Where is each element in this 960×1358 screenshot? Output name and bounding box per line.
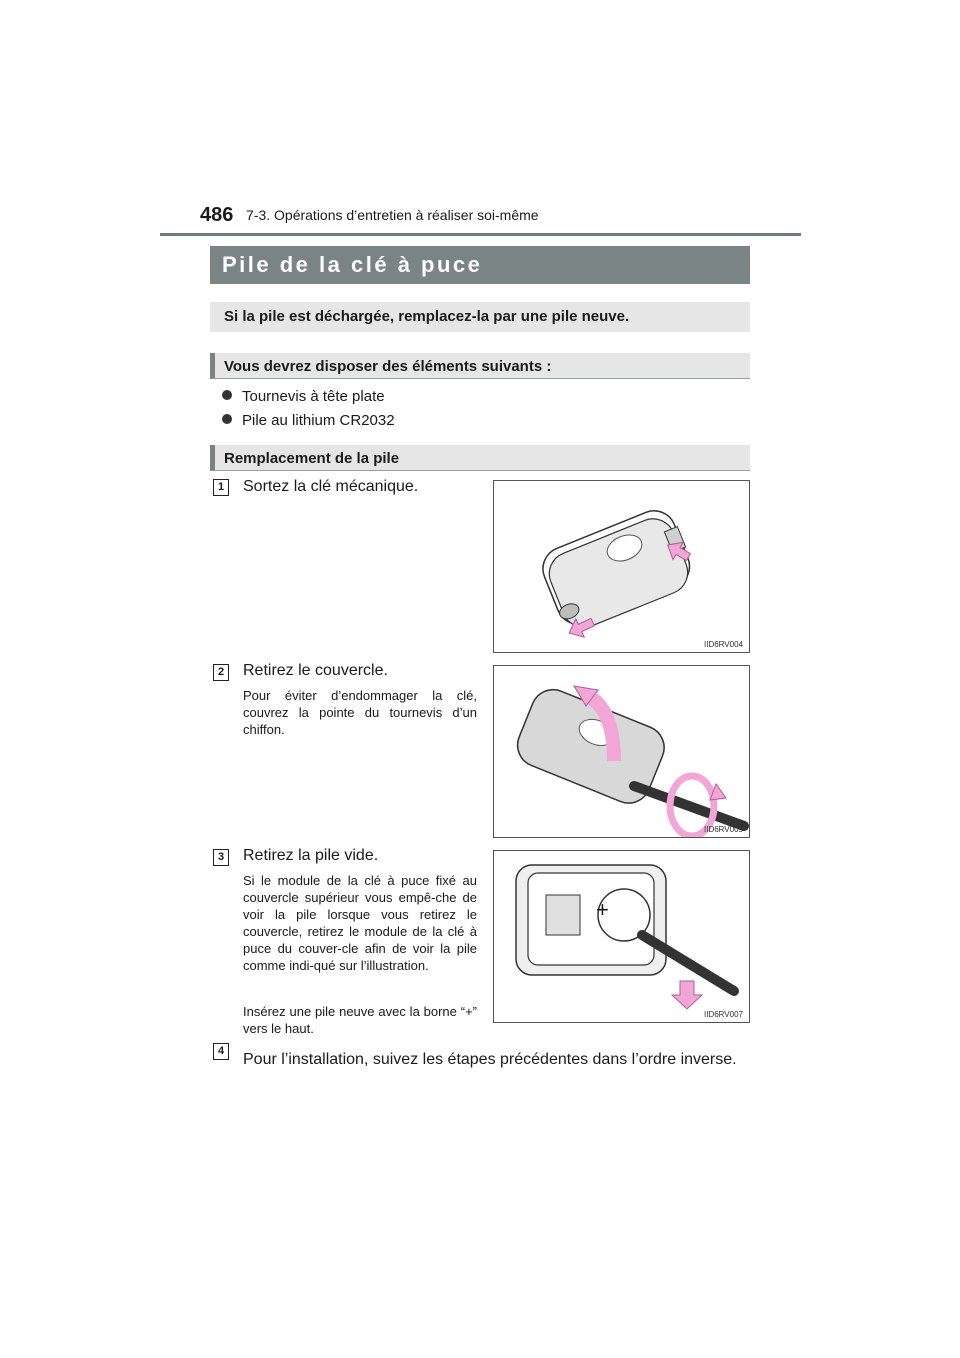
step-4-text: Pour l’installation, suivez les étapes précédentes dans l’ordre inverse. bbox=[243, 1051, 737, 1068]
battery-compartment-icon bbox=[494, 851, 749, 1022]
header-divider bbox=[160, 233, 801, 236]
chapter-title: 7-3. Opérations d’entretien à réaliser soi-même bbox=[246, 207, 539, 223]
step-number-4: 4 bbox=[213, 1043, 229, 1060]
image-code: IID6RV007 bbox=[704, 1010, 743, 1019]
list-item-text: Tournevis à tête plate bbox=[242, 388, 385, 405]
illustration-remove-cover bbox=[493, 665, 750, 838]
step-3-note-battery: Insérez une pile neuve avec la borne “+” vers le haut. bbox=[243, 1004, 477, 1036]
step-2-note: Pour éviter d’endommager la clé, couvrez la pointe du tournevis d’un chiffon. bbox=[243, 688, 477, 737]
list-item-text: Pile au lithium CR2032 bbox=[242, 412, 395, 429]
battery-plus-symbol: + bbox=[596, 897, 609, 922]
illustration-remove-battery bbox=[493, 850, 750, 1023]
image-code: IID6RV005 bbox=[704, 825, 743, 834]
image-code: IID6RV004 bbox=[704, 640, 743, 649]
intro-text: Si la pile est déchargée, remplacez-la par une pile neuve. bbox=[224, 308, 630, 325]
smart-key-cover-icon bbox=[494, 666, 749, 837]
step-number-2: 2 bbox=[213, 664, 229, 681]
step-3-note: Si le module de la clé à puce fixé au couvercle supérieur vous empê-che de voir la pile lorsque vous retirez le couvercle, retirez le module de la clé à puce du couver-cle afin de voir la pile comme indi-qué sur l’illustration. bbox=[243, 873, 477, 973]
list-item bbox=[222, 412, 395, 429]
bullet-icon bbox=[222, 414, 232, 424]
step-1-text: Sortez la clé mécanique. bbox=[243, 478, 419, 495]
replacement-heading: Remplacement de la pile bbox=[224, 450, 400, 467]
list-item bbox=[222, 388, 385, 405]
bullet-icon bbox=[222, 390, 232, 400]
requirements-heading: Vous devrez disposer des éléments suivants : bbox=[224, 358, 552, 375]
smart-key-icon bbox=[494, 481, 749, 652]
step-2-text: Retirez le couvercle. bbox=[243, 662, 388, 679]
page-number: 486 bbox=[200, 204, 234, 226]
step-3-text: Retirez la pile vide. bbox=[243, 847, 379, 864]
step-number-1: 1 bbox=[213, 479, 229, 496]
page-title: Pile de la clé à puce bbox=[222, 252, 483, 277]
illustration-remove-mechanical-key bbox=[493, 480, 750, 653]
step-number-3: 3 bbox=[213, 849, 229, 866]
